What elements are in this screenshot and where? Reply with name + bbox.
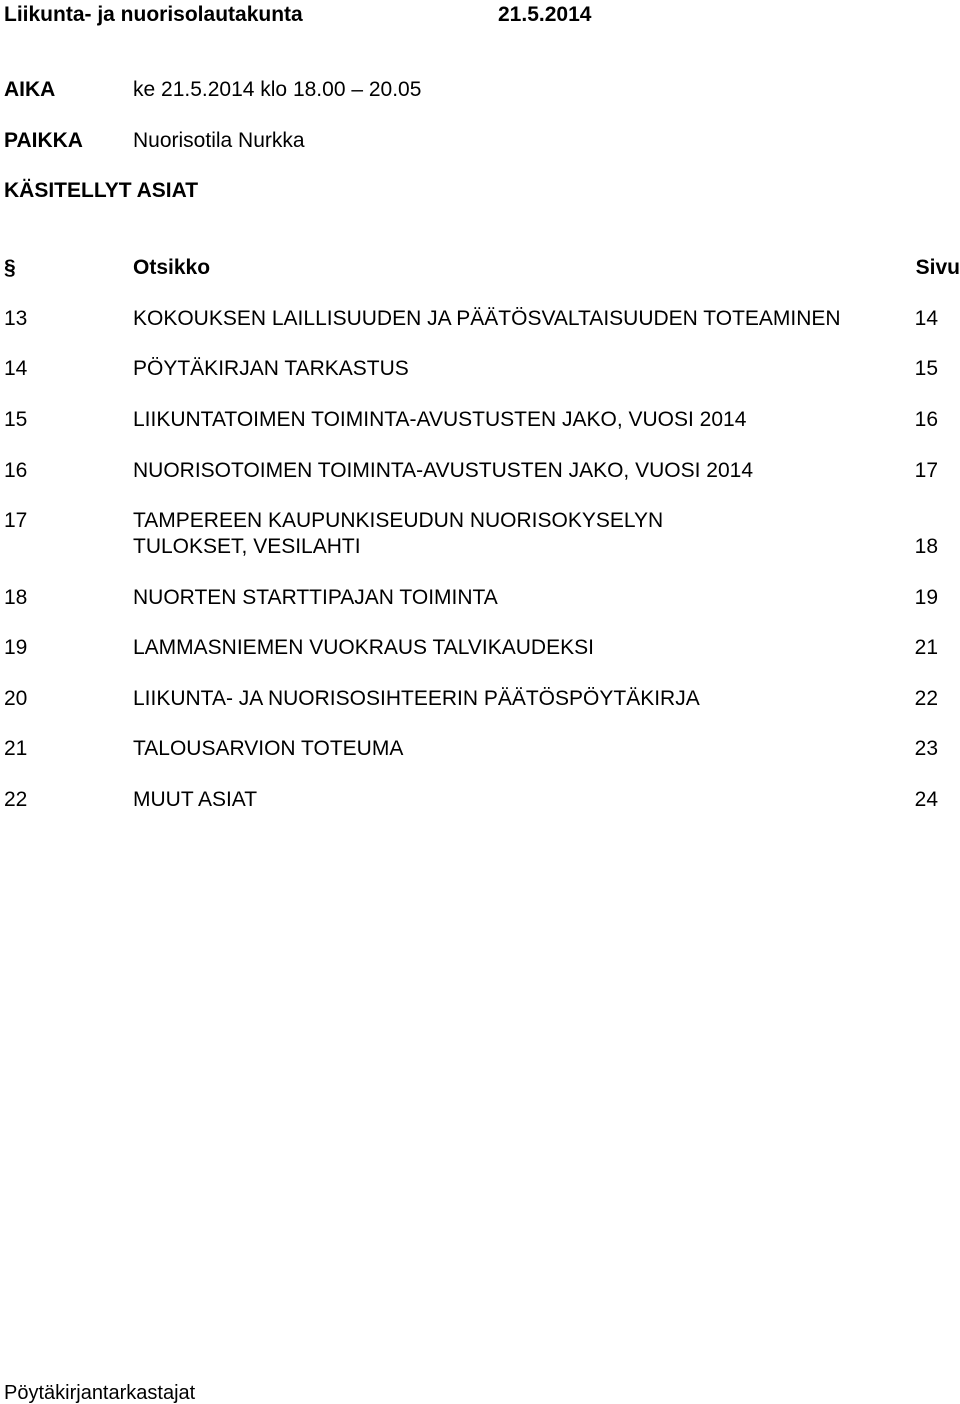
minutes-checkers-label: Pöytäkirjantarkastajat: [4, 1382, 196, 1404]
row-number: 13: [4, 307, 28, 330]
row-page: 14: [914, 307, 938, 330]
header-date: 21.5.2014: [498, 3, 592, 26]
row-title: LIIKUNTATOIMEN TOIMINTA-AVUSTUSTEN JAKO, VUOSI 2014: [133, 408, 747, 431]
row-number: 15: [4, 408, 28, 431]
row-page: 15: [914, 357, 938, 380]
row-title-continuation: TULOKSET, VESILAHTI: [133, 535, 361, 558]
row-number: 14: [4, 357, 28, 380]
committee-name: Liikunta- ja nuorisolautakunta: [4, 3, 303, 26]
row-title: NUORISOTOIMEN TOIMINTA-AVUSTUSTEN JAKO, VUOSI 2014: [133, 459, 754, 482]
row-title: LIIKUNTA- JA NUORISOSIHTEERIN PÄÄTÖSPÖYTÄKIRJA: [133, 687, 700, 710]
row-number: 21: [4, 737, 28, 760]
row-page: 24: [914, 788, 938, 811]
row-title: NUORTEN STARTTIPAJAN TOIMINTA: [133, 586, 498, 609]
place-label: PAIKKA: [4, 129, 83, 152]
row-title: LAMMASNIEMEN VUOKRAUS TALVIKAUDEKSI: [133, 636, 594, 659]
row-title: TAMPEREEN KAUPUNKISEUDUN NUORISOKYSELYN: [133, 509, 664, 532]
row-title: TALOUSARVION TOTEUMA: [133, 737, 404, 760]
row-number: 16: [4, 459, 28, 482]
row-page: 16: [914, 408, 938, 431]
row-page: 23: [914, 737, 938, 760]
row-page: 19: [914, 586, 938, 609]
row-number: 22: [4, 788, 28, 811]
row-title: KOKOUKSEN LAILLISUUDEN JA PÄÄTÖSVALTAISUUDEN TOTEAMINEN: [133, 307, 841, 330]
row-number: 17: [4, 509, 28, 532]
row-number: 20: [4, 687, 28, 710]
time-value: ke 21.5.2014 klo 18.00 – 20.05: [133, 78, 422, 101]
section-title: KÄSITELLYT ASIAT: [4, 179, 199, 202]
column-header-section: §: [4, 256, 16, 279]
row-number: 18: [4, 586, 28, 609]
column-header-title: Otsikko: [133, 256, 211, 279]
column-header-page: Sivu: [915, 256, 960, 279]
row-number: 19: [4, 636, 28, 659]
time-label: AIKA: [4, 78, 56, 101]
row-title: MUUT ASIAT: [133, 788, 258, 811]
row-title: PÖYTÄKIRJAN TARKASTUS: [133, 357, 409, 380]
row-page: 21: [914, 636, 938, 659]
row-page: 17: [914, 459, 938, 482]
row-page: 22: [914, 687, 938, 710]
place-value: Nuorisotila Nurkka: [133, 129, 305, 152]
row-page: 18: [914, 535, 938, 558]
